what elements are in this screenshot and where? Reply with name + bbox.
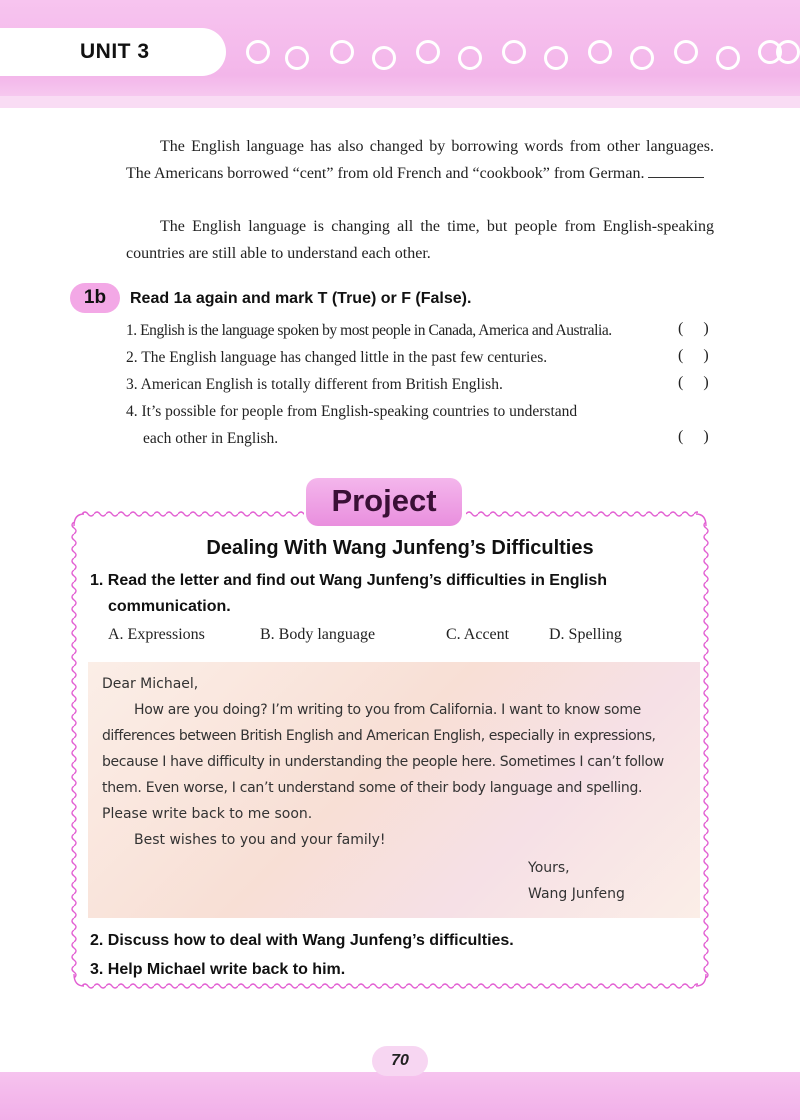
project-label: Project [331,483,437,518]
ring-decoration-icon [630,46,654,70]
answer-parentheses[interactable]: ( ) [678,428,709,445]
letter-line: How are you doing? I’m writing to you from California. I want to know some [134,702,641,718]
header-band [0,0,800,108]
task-2: 2. Discuss how to deal with Wang Junfeng’s difficulties. [90,932,514,949]
option-body-language: B. Body language [260,626,376,643]
statement-item-continued: each other in English. [143,430,279,447]
ring-decoration-icon [458,46,482,70]
statement-item: 1. English is the language spoken by most people in Canada, America and Australia. [126,322,612,339]
letter-panel [88,662,700,918]
answer-parentheses[interactable]: ( ) [678,374,709,391]
task-1: 1. Read the letter and find out Wang Junfeng’s difficulties in English [90,572,608,589]
ring-decoration-icon [330,40,354,64]
ring-decoration-icon [716,46,740,70]
ring-decoration-icon [416,40,440,64]
reading-paragraph-1: The English language has also changed by borrowing words from other languages. The Americans borrowed “cent” from old French and “cookbook” from German. [126,138,714,182]
ring-decoration-icon [588,40,612,64]
ring-decoration-icon [544,46,568,70]
task-3: 3. Help Michael write back to him. [90,961,346,978]
statement-item: 3. American English is totally different from British English. [126,376,503,393]
option-spelling: D. Spelling [549,626,622,643]
ring-decoration-icon [674,40,698,64]
answer-parentheses[interactable]: ( ) [678,320,709,337]
answer-parentheses[interactable]: ( ) [678,347,709,364]
letter-wishes: Best wishes to you and your family! [134,832,386,848]
letter-greeting: Dear Michael, [102,676,199,692]
footer-band [0,1072,800,1120]
page-number: 70 [372,1046,428,1076]
letter-line: Please write back to me soon. [102,806,313,822]
exercise-1b-badge: 1b [70,283,120,313]
ring-decoration-icon [502,40,526,64]
ring-decoration-icon [372,46,396,70]
ring-decoration-icon [246,40,270,64]
option-expressions: A. Expressions [108,626,205,643]
statement-item: 4. It’s possible for people from English-speaking countries to understand [126,403,578,420]
header-shade [0,96,800,108]
letter-signature: Wang Junfeng [528,886,625,902]
option-accent: C. Accent [446,626,510,643]
project-title: Dealing With Wang Junfeng’s Difficulties [206,537,594,559]
exercise-1b-instruction: Read 1a again and mark T (True) or F (False). [130,290,472,307]
letter-closing: Yours, [528,860,570,876]
unit-title: UNIT 3 [80,40,150,63]
reading-paragraph-2: The English language is changing all the time, but people from English-speaking countries are still able to understand each other. [126,218,714,262]
ring-decoration-icon [285,46,309,70]
answer-blank[interactable] [648,163,704,178]
letter-line: because I have difficulty in understanding the people here. Sometimes I can’t follow [102,754,664,770]
task-1-continued: communication. [108,598,231,615]
letter-line: differences between British English and American English, especially in expressions, [102,728,656,744]
ring-decoration-icon [776,40,800,64]
letter-line: them. Even worse, I can’t understand some of their body language and spelling. [102,780,643,796]
statement-item: 2. The English language has changed little in the past few centuries. [126,349,548,366]
